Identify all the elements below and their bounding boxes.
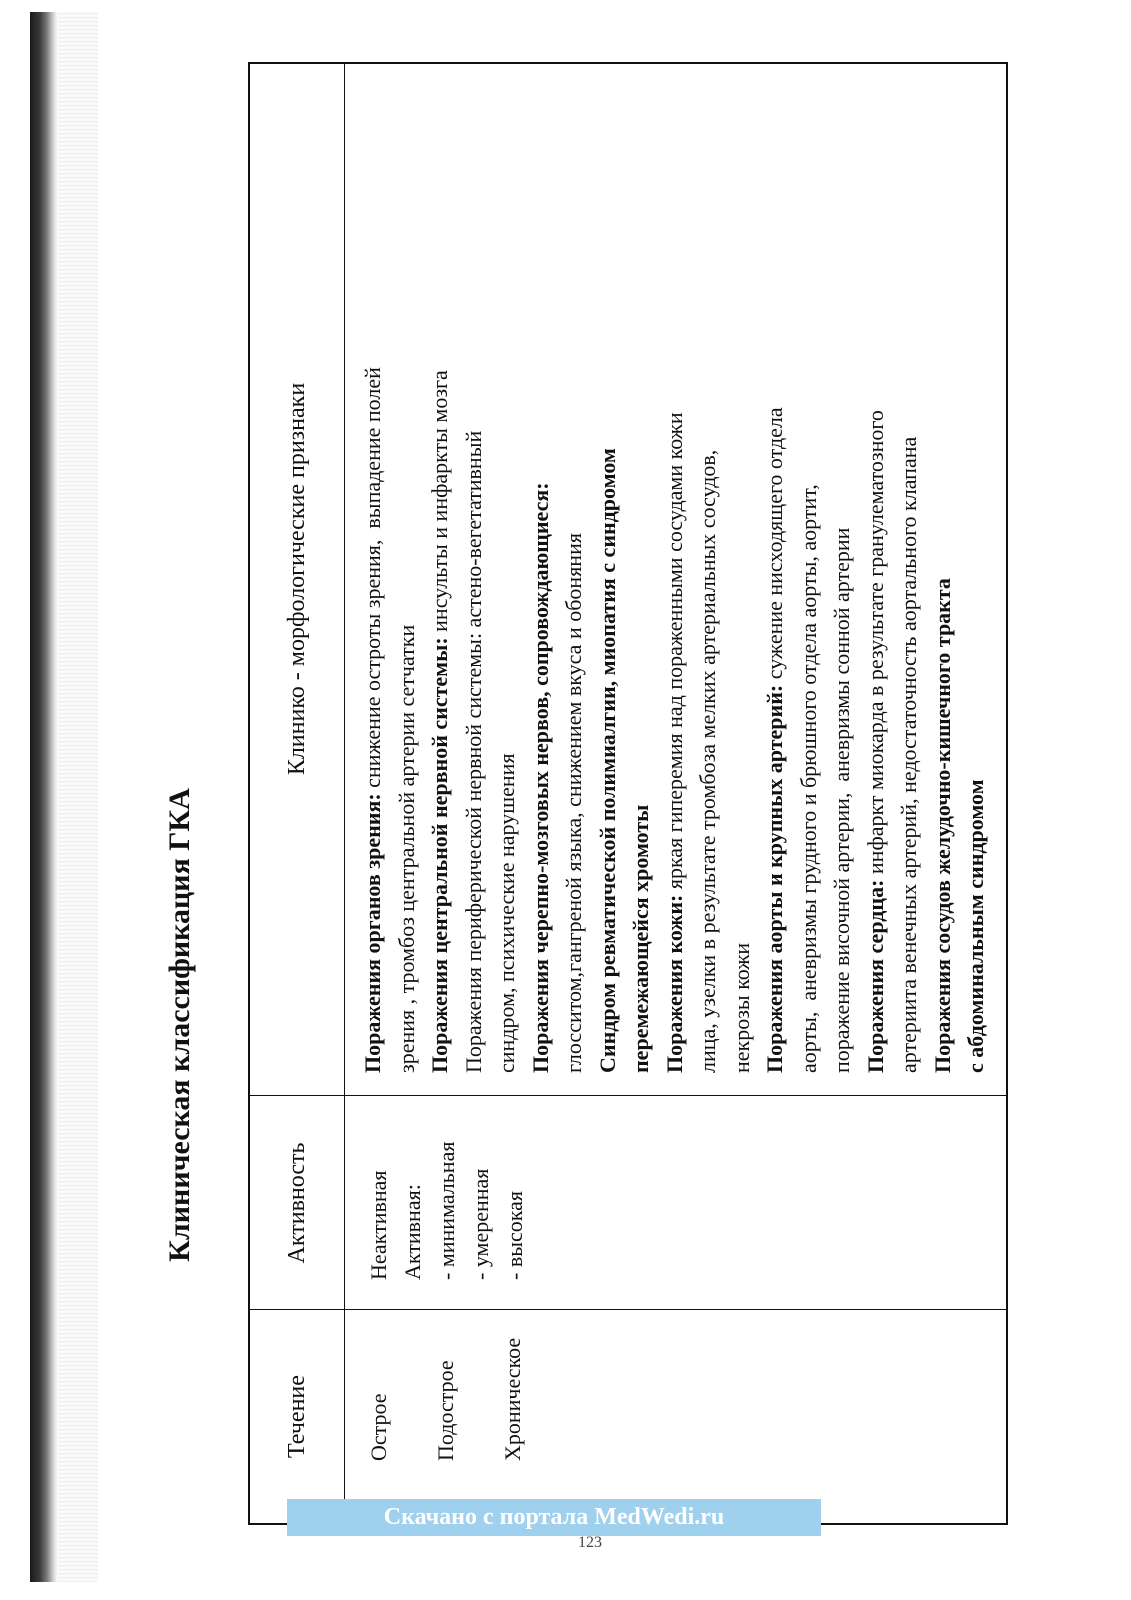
signs-line — [859, 367, 893, 1073]
signs-text-segment: яркая гиперемия над пораженными сосудами кожи — [661, 412, 687, 895]
activity-item: Неактивная — [366, 1170, 391, 1280]
signs-text-segment: сужение нисходящего отдела — [762, 407, 787, 685]
signs-cell — [356, 367, 993, 1073]
signs-text-segment: артериита венечных артерий, недостаточность аортального клапана — [896, 436, 921, 1073]
signs-line — [524, 367, 558, 1073]
course-item: Острое — [366, 1393, 391, 1461]
signs-bold-segment: перемежающейся хромоты — [628, 804, 653, 1073]
signs-bold-segment: Поражения кожи: — [661, 894, 687, 1073]
page-number: 123 — [578, 1534, 602, 1551]
signs-bold-segment: миопатия с синдромом — [594, 448, 620, 676]
header-signs: Клинико - морфологические признаки — [284, 382, 310, 776]
activity-item: - умеренная — [468, 1168, 493, 1280]
signs-line — [892, 367, 926, 1073]
signs-line — [758, 367, 792, 1073]
signs-bold-segment: Поражения органов зрения: — [360, 793, 385, 1073]
signs-text-segment: поражение височной артерии, аневризмы сонной артерии — [829, 527, 854, 1073]
signs-line — [725, 367, 759, 1073]
course-cell — [362, 1338, 530, 1461]
header-divider — [344, 64, 345, 1523]
signs-line — [926, 367, 960, 1073]
signs-line — [959, 367, 993, 1073]
signs-bold-segment: Синдром ревматической полимиалгии, — [594, 680, 620, 1073]
signs-text-segment: снижение остроты зрения, выпадение полей — [360, 367, 385, 794]
activity-item: Активная: — [400, 1184, 425, 1280]
download-source-banner: Скачано с портала MedWedi.ru — [287, 1499, 821, 1536]
signs-line — [423, 367, 457, 1073]
activity-item: - минимальная — [434, 1141, 459, 1280]
signs-text-segment: некрозы кожи — [728, 942, 754, 1073]
header-course: Течение — [284, 1375, 310, 1458]
activity-cell — [362, 1142, 532, 1280]
classification-table — [248, 62, 1008, 1525]
column-divider — [250, 1095, 1006, 1096]
signs-line — [557, 367, 591, 1073]
signs-text-segment: зрения , тромбоз центральной артерии сетчатки — [393, 624, 419, 1073]
signs-text-segment: синдром, психические нарушения — [494, 753, 519, 1073]
signs-bold-segment: с абдоминальным синдромом — [963, 779, 988, 1073]
signs-line — [792, 367, 826, 1073]
column-divider — [250, 1309, 1006, 1310]
signs-text-segment: Поражения периферической нервной системы: астено-вегетативный — [460, 430, 486, 1073]
course-item: Подострое — [433, 1360, 458, 1461]
signs-line — [825, 367, 859, 1073]
rotated-page-content — [160, 60, 1010, 1525]
signs-text-segment: инсульты и инфаркты мозга — [427, 370, 452, 638]
signs-line — [658, 367, 692, 1073]
signs-line — [624, 367, 658, 1073]
activity-item: - высокая — [502, 1191, 527, 1280]
signs-line — [591, 367, 625, 1073]
signs-line — [490, 367, 524, 1073]
signs-line — [457, 367, 491, 1073]
signs-text-segment: лица, узелки в результате тромбоза мелких артериальных сосудов, — [695, 449, 720, 1073]
signs-bold-segment: Поражения сердца: — [862, 879, 888, 1073]
signs-text-segment: инфаркт миокарда в результате гранулематозного — [862, 410, 888, 880]
signs-text-segment: глосситом,гангреной языка, снижением вкуса и обоняния — [561, 533, 586, 1073]
signs-bold-segment: Поражения аорты и крупных артерий: — [762, 684, 787, 1073]
scan-noise — [58, 12, 98, 1582]
signs-text-segment: аорты, аневризмы грудного и брюшного отдела аорты, аортит, — [795, 484, 821, 1073]
course-item: Хроническое — [500, 1337, 525, 1461]
page-title: Клиническая классификация ГКА — [163, 788, 196, 1262]
signs-bold-segment: Поражения черепно-мозговых нервов, сопровождающиеся: — [527, 482, 553, 1073]
signs-line — [691, 367, 725, 1073]
header-activity: Активность — [284, 1142, 310, 1264]
signs-text-segment — [595, 675, 620, 681]
signs-line — [356, 367, 390, 1073]
scan-binding-edge — [30, 12, 58, 1582]
signs-line — [390, 367, 424, 1073]
signs-bold-segment: Поражения сосудов желудочно-кишечного тракта — [929, 578, 955, 1073]
signs-bold-segment: Поражения центральной нервной системы: — [427, 637, 452, 1073]
